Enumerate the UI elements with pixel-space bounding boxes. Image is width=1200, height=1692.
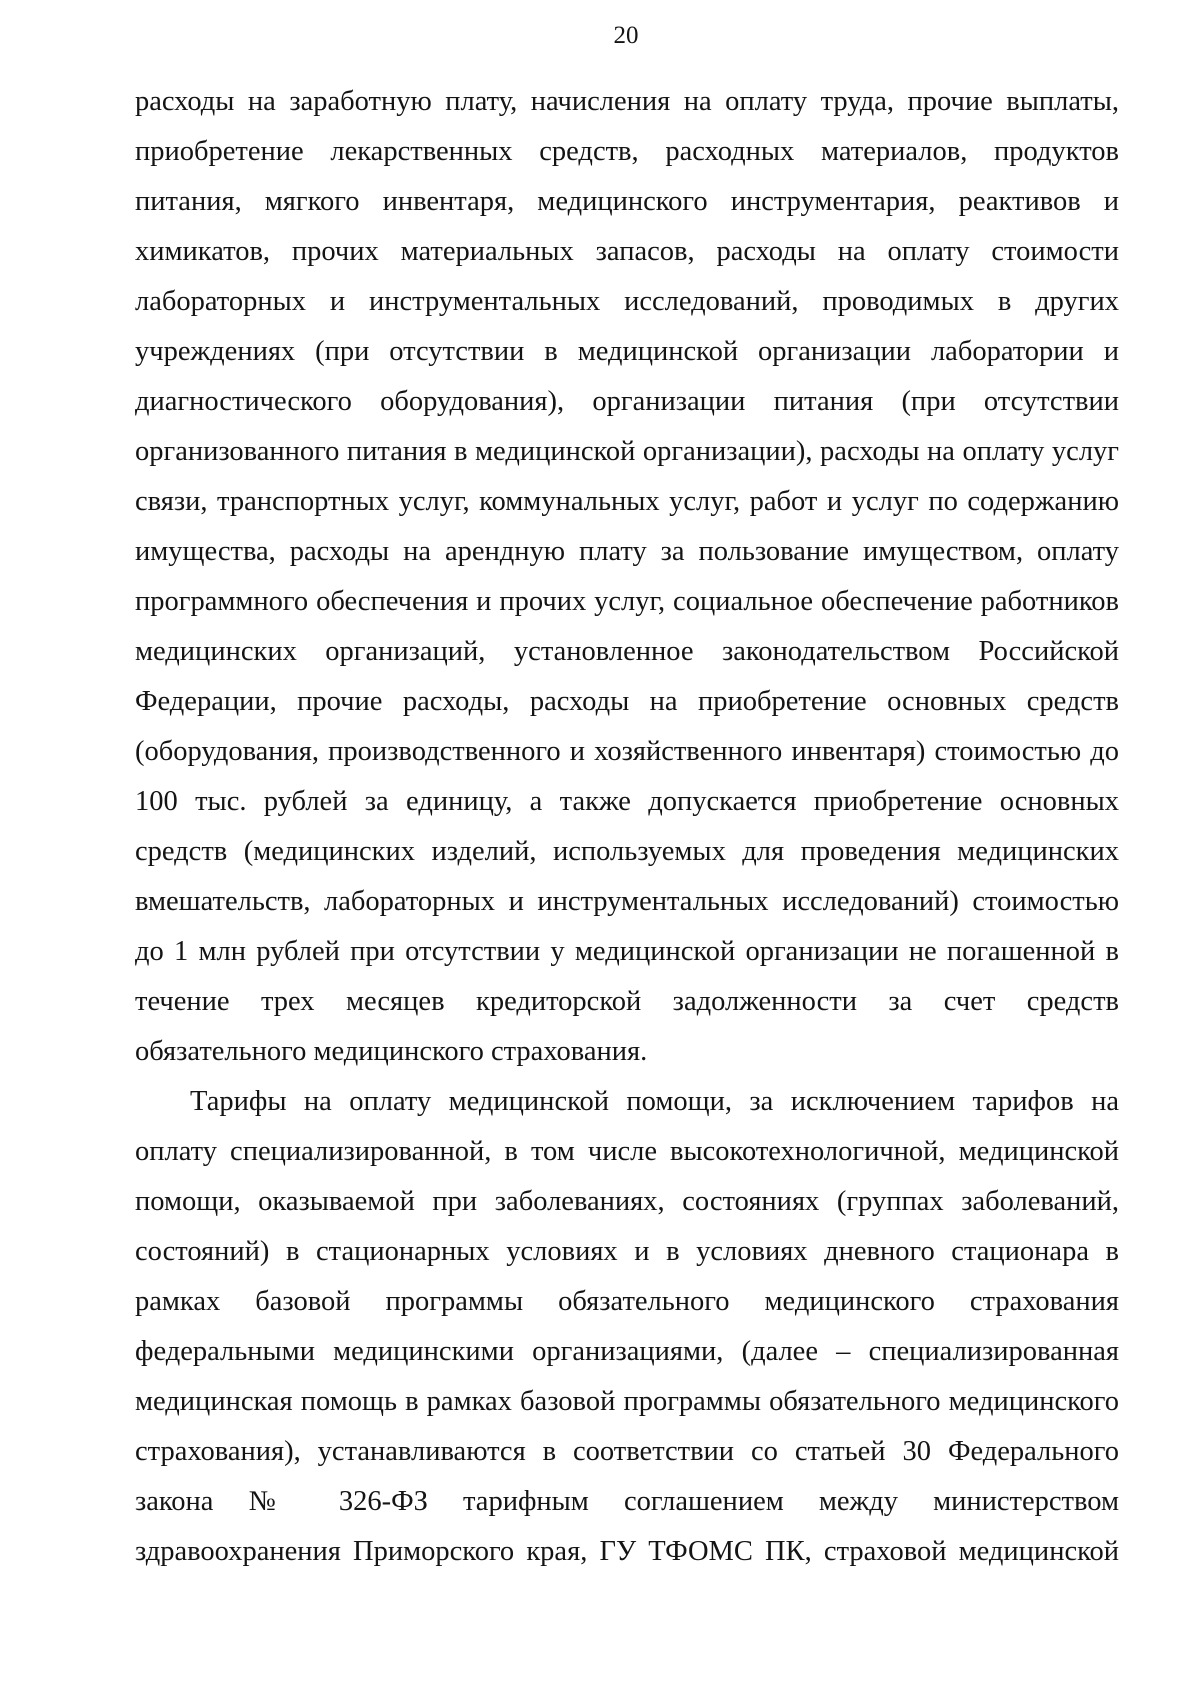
text-line: помощи, оказываемой при заболеваниях, состояниях (группах заболеваний, (135, 1186, 1119, 1217)
text-line: до 1 млн рублей при отсутствии у медицинской организации не погашенной в (135, 936, 1119, 967)
text-line: здравоохранения Приморского края, ГУ ТФОМС ПК, страховой медицинской (135, 1536, 1119, 1567)
text-line: приобретение лекарственных средств, расходных материалов, продуктов (135, 136, 1119, 167)
text-line: программного обеспечения и прочих услуг, социальное обеспечение работников (135, 586, 1119, 617)
text-line: медицинская помощь в рамках базовой программы обязательного медицинского (135, 1386, 1119, 1417)
paragraph-2 (135, 1077, 1119, 1577)
text-line: организованного питания в медицинской организации), расходы на оплату услуг (135, 436, 1119, 467)
text-line: химикатов, прочих материальных запасов, расходы на оплату стоимости (135, 236, 1119, 267)
text-line: страхования), устанавливаются в соответствии со статьей 30 Федерального (135, 1436, 1119, 1467)
text-line: состояний) в стационарных условиях и в условиях дневного стационара в (135, 1236, 1119, 1267)
text-line: связи, транспортных услуг, коммунальных услуг, работ и услуг по содержанию (135, 486, 1119, 517)
paragraph-1 (135, 77, 1119, 1077)
text-line: оплату специализированной, в том числе высокотехнологичной, медицинской (135, 1136, 1119, 1167)
body-text (135, 77, 1119, 1577)
text-line: учреждениях (при отсутствии в медицинской организации лаборатории и (135, 336, 1119, 367)
text-line: питания, мягкого инвентаря, медицинского инструментария, реактивов и (135, 186, 1119, 217)
text-line: 100 тыс. рублей за единицу, а также допускается приобретение основных (135, 786, 1119, 817)
text-line: имущества, расходы на арендную плату за пользование имуществом, оплату (135, 536, 1119, 567)
text-line: медицинских организаций, установленное законодательством Российской (135, 636, 1119, 667)
page-number: 20 (613, 22, 639, 49)
text-line: закона № 326-ФЗ тарифным соглашением между министерством (135, 1486, 1119, 1517)
text-line: диагностического оборудования), организации питания (при отсутствии (135, 386, 1119, 417)
text-line: федеральными медицинскими организациями, (далее – специализированная (135, 1336, 1119, 1367)
text-line: рамках базовой программы обязательного медицинского страхования (135, 1286, 1119, 1317)
text-line: Тарифы на оплату медицинской помощи, за исключением тарифов на (190, 1086, 1119, 1117)
text-line: лабораторных и инструментальных исследований, проводимых в других (135, 286, 1119, 317)
text-line: вмешательств, лабораторных и инструментальных исследований) стоимостью (135, 886, 1119, 917)
text-line: расходы на заработную плату, начисления на оплату труда, прочие выплаты, (135, 86, 1119, 117)
text-line: течение трех месяцев кредиторской задолженности за счет средств (135, 986, 1119, 1017)
text-line: средств (медицинских изделий, используемых для проведения медицинских (135, 836, 1119, 867)
text-line: Федерации, прочие расходы, расходы на приобретение основных средств (135, 686, 1119, 717)
text-line: (оборудования, производственного и хозяйственного инвентаря) стоимостью до (135, 736, 1119, 767)
text-line: обязательного медицинского страхования. (135, 1036, 648, 1067)
